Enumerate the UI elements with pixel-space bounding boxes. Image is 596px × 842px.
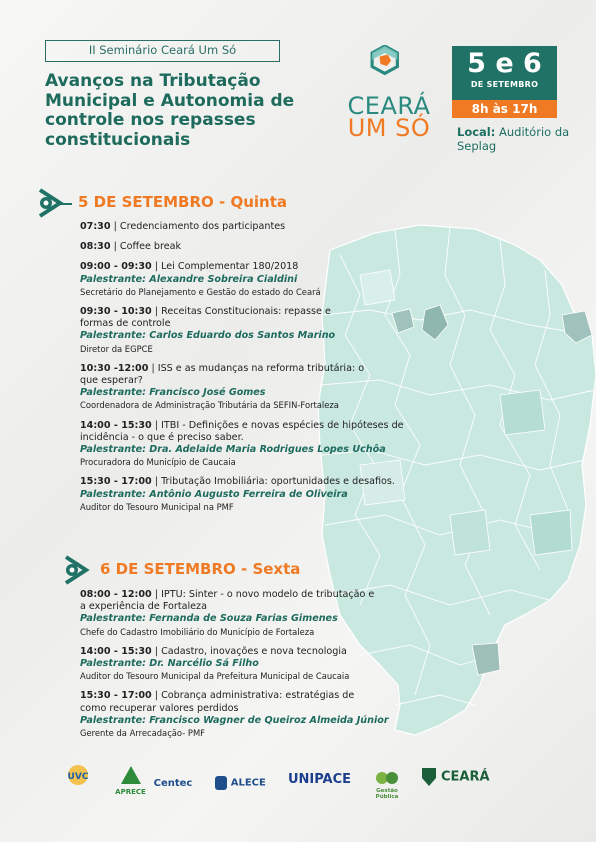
item-description: Receitas Constitucionais: repasse e formas de controle xyxy=(80,306,331,330)
day-1-divider xyxy=(58,203,72,205)
schedule-item: 09:00 - 09:30 | Lei Complementar 180/2018 Palestrante: Alexandre Sobreira Cialdini Secretário do Planejamento e Gestão do estado do Ceará xyxy=(80,261,440,298)
unipace-label: UNIPACE xyxy=(287,772,352,787)
sponsor-logo-unipace xyxy=(282,772,357,812)
day-1-title: 5 DE SETEMBRO - Quinta xyxy=(78,193,287,211)
schedule-item: 14:00 - 15:30 | ITBI - Definições e novas espécies de hipóteses de incidência - o que é preciso saber. Palestrante: Dra. Adelaide Maria Rodrigues Lopes Uchôa Procuradora do Município de Caucaia xyxy=(80,420,420,469)
schedule-item: 15:30 - 17:00 | Tributação Imobiliária: oportunidades e desafios. Palestrante: Antônio Augusto Ferreira de Oliveira Auditor do Tesouro Municipal na PMF xyxy=(80,476,440,513)
item-description: ISS e as mudanças na reforma tributária: o que esperar? xyxy=(80,362,365,387)
sponsor-logo-ceara xyxy=(415,766,495,806)
aprece-label: APRECE xyxy=(115,788,146,796)
item-speaker-role: Secretário do Planejamento e Gestão do estado do Ceará xyxy=(80,286,321,297)
item-speaker-role: Chefe do Cadastro Imobiliário do Município de Fortaleza xyxy=(80,626,315,637)
title-line-1: Avanços na Tributação xyxy=(45,71,261,91)
day-1-schedule xyxy=(80,221,440,521)
day-2-schedule xyxy=(80,589,440,747)
title-line-4: constitucionais xyxy=(45,129,191,150)
item-description: ITBI - Definições e novas espécies de hipóteses de incidência - o que é preciso saber. xyxy=(80,419,404,443)
day-2-bullet-icon xyxy=(62,555,102,585)
location-value: Auditório da Seplag xyxy=(457,125,570,153)
schedule-item: 09:30 - 10:30 | Receitas Constitucionais: repasse e formas de controle Palestrante: Carlos Eduardo dos Santos Marino Diretor da EGPCE xyxy=(80,306,350,355)
event-location xyxy=(457,125,577,153)
aprece-logo-icon xyxy=(116,764,146,786)
schedule-item: 14:00 - 15:30 | Cadastro, inovações e nova tecnologia Palestrante: Dr. Narcélio Sá Filho Auditor do Tesouro Municipal da Prefeitura Municipal de Caucaia xyxy=(80,646,440,683)
item-speaker-role: Auditor do Tesouro Municipal na PMF xyxy=(80,501,234,512)
item-speaker: Palestrante: Francisco José Gomes xyxy=(80,387,266,399)
page-title xyxy=(45,72,335,150)
sponsor-logos xyxy=(60,764,540,804)
brand-line-2: UM SÓ xyxy=(347,114,431,142)
item-speaker: Palestrante: Fernanda de Souza Farias Gimenes xyxy=(80,613,338,625)
sponsor-logo-uvc xyxy=(60,764,95,804)
item-description: Cadastro, inovações e nova tecnologia xyxy=(161,645,347,657)
sponsor-logo-alece xyxy=(205,774,275,814)
item-description: Credenciamento dos participantes xyxy=(119,221,286,232)
item-time: 14:00 - 15:30 xyxy=(80,419,152,431)
day-2-title: 6 DE SETEMBRO - Sexta xyxy=(100,560,301,578)
item-time: 08:30 xyxy=(80,241,111,253)
sponsor-logo-gestao-publica xyxy=(367,770,407,810)
schedule-item: 15:30 - 17:00 | Cobrança administrativa: estratégias de como recuperar valores perdidos Palestrante: Francisco Wagner de Queiroz Almeida Júnior Gerente da Arrecadação- PMF xyxy=(80,690,380,739)
item-time: 09:30 - 10:30 xyxy=(80,306,152,318)
item-speaker-role: Auditor do Tesouro Municipal da Prefeitura Municipal de Caucaia xyxy=(80,671,350,682)
event-month: DE SETEMBRO xyxy=(470,80,539,89)
event-hours: 8h às 17h xyxy=(452,100,557,118)
item-speaker-role: Coordenadora de Administração Tributária da SEFIN-Fortaleza xyxy=(80,400,339,411)
schedule-item: 10:30 -12:00 | ISS e as mudanças na reforma tributária: o que esperar? Palestrante: Francisco José Gomes Coordenadora de Administração Tributária da SEFIN-Fortaleza xyxy=(80,363,380,412)
item-time: 07:30 xyxy=(80,221,111,232)
title-line-2: Municipal e Autonomia de xyxy=(45,90,295,111)
gestao-publica-label: Gestão Pública xyxy=(375,788,399,800)
event-dates: 5 e 6 xyxy=(467,48,542,79)
gestao-publica-logo-icon xyxy=(374,770,400,786)
brand-line-1: CEARÁ xyxy=(347,92,431,120)
ceara-label: CEARÁ xyxy=(440,769,490,785)
item-time: 15:30 - 17:00 xyxy=(80,690,152,702)
schedule-item: 08:30 | Coffee break xyxy=(80,241,182,253)
item-time: 09:00 - 09:30 xyxy=(80,261,152,273)
seminar-name-box: II Seminário Ceará Um Só xyxy=(45,40,280,62)
title-line-3: controle nos repasses xyxy=(45,110,256,130)
item-speaker: Palestrante: Francisco Wagner de Queiroz Almeida Júnior xyxy=(80,714,389,726)
item-speaker-role: Gerente da Arrecadação- PMF xyxy=(80,728,205,739)
item-time: 14:00 - 15:30 xyxy=(80,645,152,657)
item-speaker: Palestrante: Antônio Augusto Ferreira de Oliveira xyxy=(80,488,348,500)
date-box xyxy=(452,46,557,100)
location-label: Local: xyxy=(457,125,496,139)
sponsor-logo-centec xyxy=(148,778,198,818)
item-speaker: Palestrante: Carlos Eduardo dos Santos Marino xyxy=(80,330,336,342)
schedule-item: 08:00 - 12:00 | IPTU: Sinter - o novo modelo de tributação e a experiência de Fortaleza Palestrante: Fernanda de Souza Farias Gimenes Chefe do Cadastro Imobiliário do Município de Fortaleza xyxy=(80,589,380,638)
item-description: Lei Complementar 180/2018 xyxy=(161,261,299,273)
item-time: 15:30 - 17:00 xyxy=(80,476,152,488)
schedule-item: 07:30 | Credenciamento dos participantes xyxy=(80,221,286,232)
item-time: 08:00 - 12:00 xyxy=(80,589,152,600)
ceara-um-so-logo-icon xyxy=(360,45,420,95)
alece-label: ALECE xyxy=(230,777,266,789)
sponsor-logo-aprece xyxy=(108,764,153,804)
item-description: Cobrança administrativa: estratégias de como recuperar valores perdidos xyxy=(80,690,355,714)
item-speaker-role: Procuradora do Município de Caucaia xyxy=(80,457,236,468)
item-speaker: Palestrante: Dr. Narcélio Sá Filho xyxy=(80,658,259,670)
item-description: IPTU: Sinter - o novo modelo de tributação e a experiência de Fortaleza xyxy=(80,589,375,613)
item-speaker: Palestrante: Dra. Adelaide Maria Rodrigues Lopes Uchôa xyxy=(80,444,386,456)
centec-label: Centec xyxy=(153,778,193,789)
ceara-crest-icon xyxy=(420,766,438,788)
item-description: Coffee break xyxy=(119,241,182,253)
item-description: Tributação Imobiliária: oportunidades e desafios. xyxy=(161,476,395,488)
item-speaker: Palestrante: Alexandre Sobreira Cialdini xyxy=(80,273,298,285)
alece-crest-icon xyxy=(214,774,228,792)
svg-text:UVC: UVC xyxy=(67,772,88,782)
item-speaker-role: Diretor da EGPCE xyxy=(80,343,153,354)
uvc-logo-icon xyxy=(63,764,93,786)
item-time: 10:30 -12:00 xyxy=(80,362,149,374)
